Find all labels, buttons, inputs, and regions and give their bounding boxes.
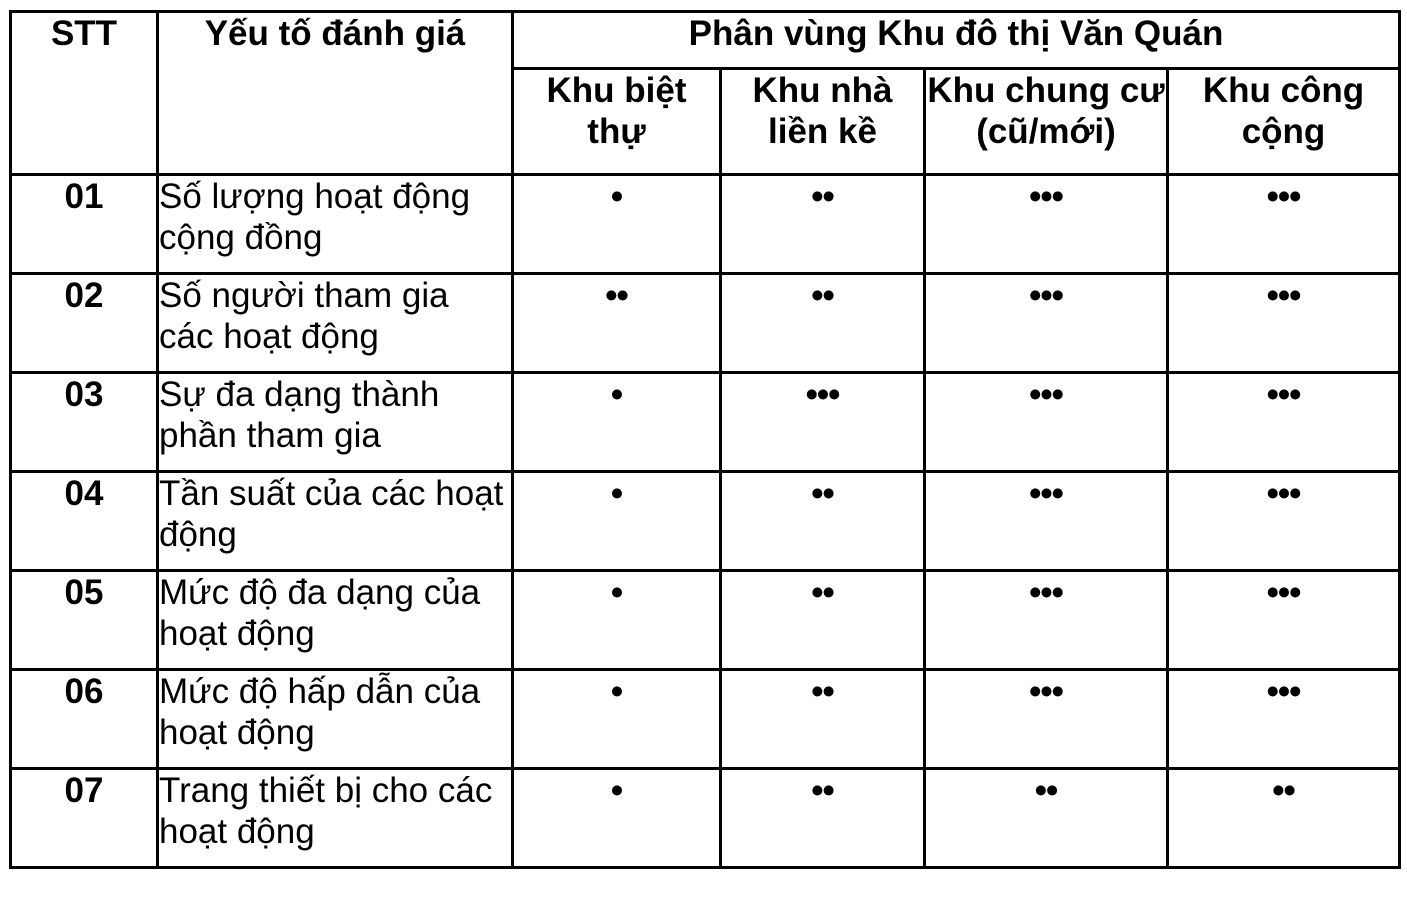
rating-townhouse: •• <box>721 769 925 868</box>
rating-apartment: ••• <box>925 472 1168 571</box>
header-row-main <box>11 12 1400 69</box>
rating-townhouse: •• <box>721 175 925 274</box>
rating-public: ••• <box>1168 670 1400 769</box>
row-stt: 07 <box>11 769 158 868</box>
table-row <box>11 670 1400 769</box>
row-stt: 06 <box>11 670 158 769</box>
row-factor: Số lượng hoạt động cộng đồng <box>158 175 513 274</box>
table-row <box>11 175 1400 274</box>
rating-villa: • <box>513 373 721 472</box>
row-factor: Mức độ hấp dẫn của hoạt động <box>158 670 513 769</box>
evaluation-table <box>9 10 1401 869</box>
rating-apartment: ••• <box>925 670 1168 769</box>
row-stt: 01 <box>11 175 158 274</box>
header-zone-townhouse: Khu nhà liền kề <box>721 69 925 175</box>
row-stt: 02 <box>11 274 158 373</box>
row-stt: 03 <box>11 373 158 472</box>
rating-villa: • <box>513 769 721 868</box>
table-row <box>11 472 1400 571</box>
header-zone-villa: Khu biệt thự <box>513 69 721 175</box>
rating-public: ••• <box>1168 472 1400 571</box>
header-factor: Yếu tố đánh giá <box>158 12 513 175</box>
rating-public: ••• <box>1168 571 1400 670</box>
row-factor: Tần suất của các hoạt động <box>158 472 513 571</box>
rating-apartment: ••• <box>925 571 1168 670</box>
rating-villa: • <box>513 571 721 670</box>
row-factor: Mức độ đa dạng của hoạt động <box>158 571 513 670</box>
table-row <box>11 274 1400 373</box>
header-stt: STT <box>11 12 158 175</box>
header-zone-public: Khu công cộng <box>1168 69 1400 175</box>
rating-public: •• <box>1168 769 1400 868</box>
rating-apartment: ••• <box>925 373 1168 472</box>
rating-public: ••• <box>1168 274 1400 373</box>
rating-villa: • <box>513 175 721 274</box>
rating-villa: •• <box>513 274 721 373</box>
rating-villa: • <box>513 472 721 571</box>
rating-townhouse: •• <box>721 571 925 670</box>
header-zone-apartment: Khu chung cư (cũ/mới) <box>925 69 1168 175</box>
row-stt: 04 <box>11 472 158 571</box>
rating-apartment: ••• <box>925 274 1168 373</box>
row-factor: Số người tham gia các hoạt động <box>158 274 513 373</box>
row-factor: Sự đa dạng thành phần tham gia <box>158 373 513 472</box>
rating-townhouse: •• <box>721 472 925 571</box>
table-row <box>11 373 1400 472</box>
rating-public: ••• <box>1168 175 1400 274</box>
rating-townhouse: •• <box>721 274 925 373</box>
rating-townhouse: ••• <box>721 373 925 472</box>
row-stt: 05 <box>11 571 158 670</box>
rating-apartment: •• <box>925 769 1168 868</box>
table-row <box>11 571 1400 670</box>
rating-townhouse: •• <box>721 670 925 769</box>
table-row <box>11 769 1400 868</box>
rating-public: ••• <box>1168 373 1400 472</box>
rating-villa: • <box>513 670 721 769</box>
header-zone-group: Phân vùng Khu đô thị Văn Quán <box>513 12 1400 69</box>
rating-apartment: ••• <box>925 175 1168 274</box>
row-factor: Trang thiết bị cho các hoạt động <box>158 769 513 868</box>
